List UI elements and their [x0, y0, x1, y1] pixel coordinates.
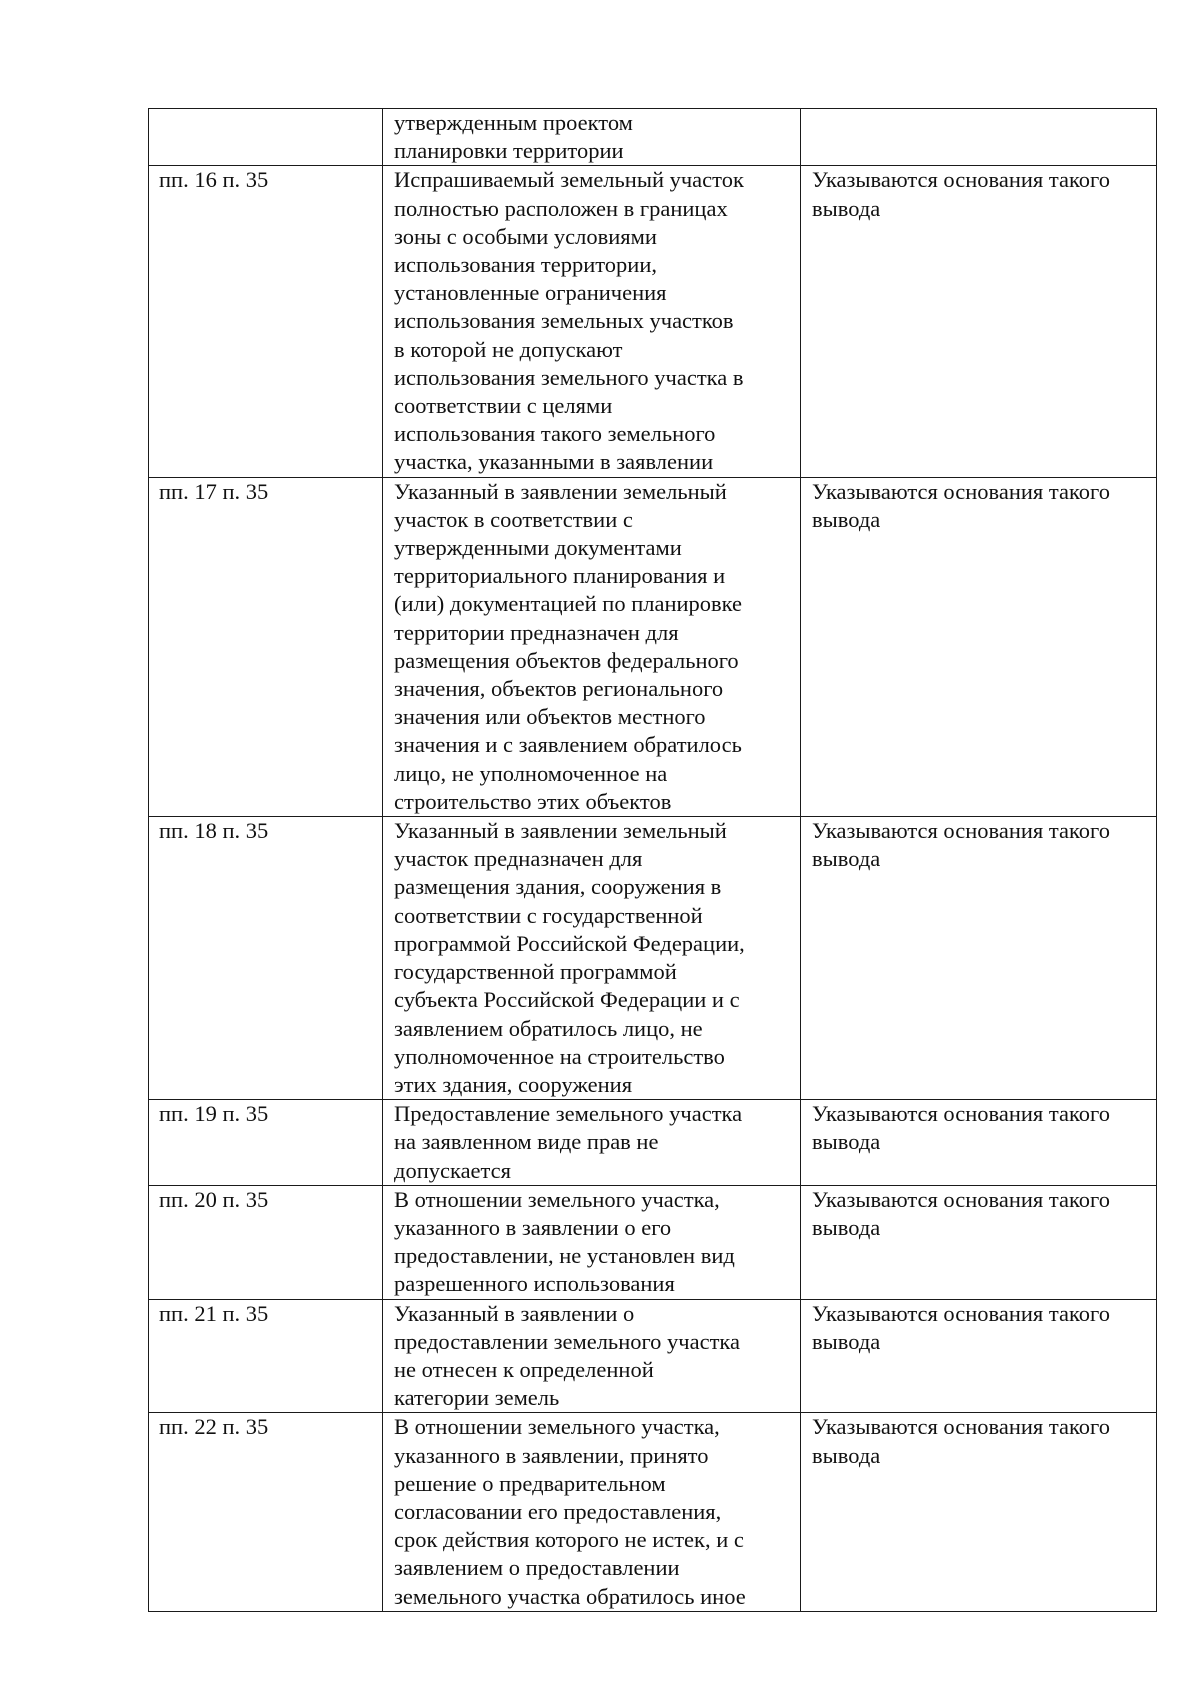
- grounds-note: Указываются основания такого вывода: [801, 1413, 1157, 1611]
- table-row: [149, 1299, 1157, 1413]
- article-reference: пп. 20 п. 35: [149, 1185, 383, 1299]
- refusal-condition: В отношении земельного участка, указанного в заявлении, принято решение о предварительном согласовании его предоставления, срок действия которого не истек, и с заявлением о предоставлении земельного участка обратилось иное: [383, 1413, 801, 1611]
- refusal-condition: Предоставление земельного участка на заявленном виде прав не допускается: [383, 1100, 801, 1186]
- article-reference: пп. 22 п. 35: [149, 1413, 383, 1611]
- table-row: [149, 1100, 1157, 1186]
- article-reference: пп. 19 п. 35: [149, 1100, 383, 1186]
- article-reference: [149, 109, 383, 166]
- grounds-note: Указываются основания такого вывода: [801, 1299, 1157, 1413]
- table-row: [149, 477, 1157, 816]
- refusal-condition: Указанный в заявлении земельный участок в соответствии с утвержденными документами территориального планирования и (или) документацией по планировке территории предназначен для размещения объектов федерального значения, объектов регионального значения или объектов местного значения и с заявлением обратилось лицо, не уполномоченное на строительство этих объектов: [383, 477, 801, 816]
- refusal-condition: утвержденным проектом планировки территории: [383, 109, 801, 166]
- grounds-note: Указываются основания такого вывода: [801, 1185, 1157, 1299]
- table-row: [149, 817, 1157, 1100]
- refusal-condition: Указанный в заявлении земельный участок предназначен для размещения здания, сооружения в соответствии с государственной программой Российской Федерации, государственной программой субъекта Российской Федерации и с заявлением обратилось лицо, не уполномоченное на строительство этих здания, сооружения: [383, 817, 801, 1100]
- grounds-note: Указываются основания такого вывода: [801, 166, 1157, 477]
- table-row: [149, 109, 1157, 166]
- article-reference: пп. 18 п. 35: [149, 817, 383, 1100]
- article-reference: пп. 17 п. 35: [149, 477, 383, 816]
- grounds-note: Указываются основания такого вывода: [801, 477, 1157, 816]
- article-reference: пп. 21 п. 35: [149, 1299, 383, 1413]
- article-reference: пп. 16 п. 35: [149, 166, 383, 477]
- refusal-condition: В отношении земельного участка, указанного в заявлении о его предоставлении, не установлен вид разрешенного использования: [383, 1185, 801, 1299]
- refusal-condition: Указанный в заявлении о предоставлении земельного участка не отнесен к определенной категории земель: [383, 1299, 801, 1413]
- table-row: [149, 1185, 1157, 1299]
- refusal-condition: Испрашиваемый земельный участок полностью расположен в границах зоны с особыми условиями использования территории, установленные ограничения использования земельных участков в которой не допускают использования земельного участка в соответствии с целями использования такого земельного участка, указанными в заявлении: [383, 166, 801, 477]
- grounds-table: [148, 108, 1157, 1612]
- grounds-note: Указываются основания такого вывода: [801, 817, 1157, 1100]
- table-row: [149, 1413, 1157, 1611]
- grounds-note: Указываются основания такого вывода: [801, 1100, 1157, 1186]
- table-row: [149, 166, 1157, 477]
- grounds-note: [801, 109, 1157, 166]
